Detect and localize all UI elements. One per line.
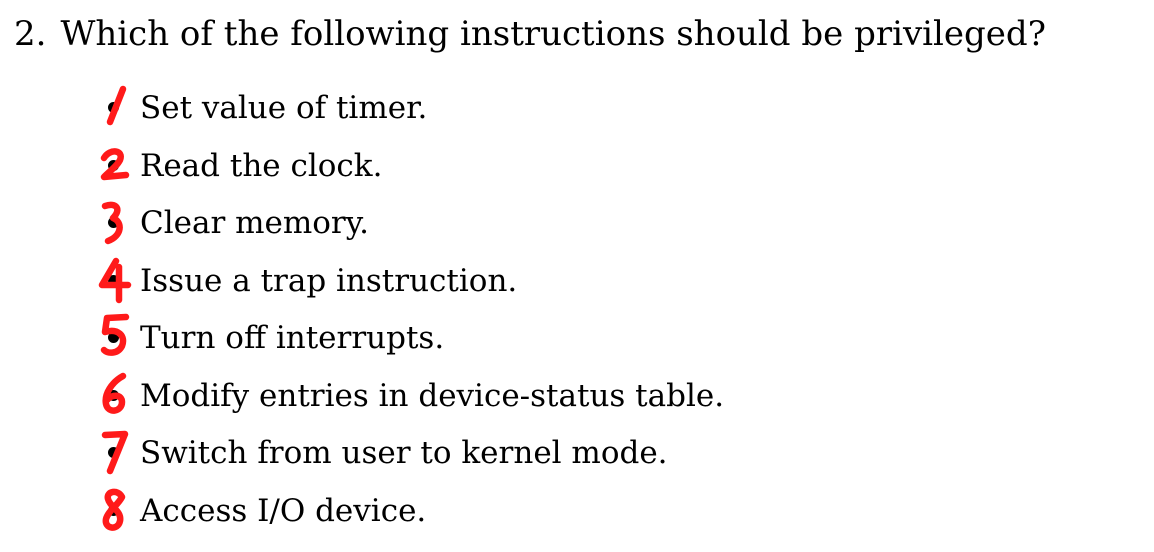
handwritten-8-icon (96, 485, 136, 537)
list-item (92, 310, 1132, 368)
item-text: Access I/O device. (140, 492, 427, 529)
list-item (92, 80, 1132, 138)
handwritten-6-icon (96, 370, 136, 422)
item-text: Turn off interrupts. (140, 320, 445, 356)
question (14, 10, 1046, 58)
handwritten-4-icon (96, 255, 136, 307)
list-item (92, 138, 1132, 196)
instruction-list (92, 80, 1132, 540)
list-item (92, 195, 1132, 253)
handwritten-2-icon (96, 140, 136, 192)
list-item (92, 253, 1132, 311)
item-text: Clear memory. (140, 205, 370, 241)
handwritten-1-icon (96, 82, 136, 134)
item-text: Read the clock. (140, 147, 383, 184)
list-item (92, 368, 1132, 426)
item-text: Switch from user to kernel mode. (140, 435, 668, 471)
item-text: Modify entries in device-status table. (140, 377, 725, 414)
question-text: Which of the following instructions should be privileged? (60, 14, 1046, 54)
handwritten-7-icon (96, 427, 136, 479)
list-item (92, 425, 1132, 483)
handwritten-5-icon (96, 312, 136, 364)
question-number: 2. (14, 14, 47, 54)
item-text: Set value of timer. (140, 90, 428, 126)
handwritten-3-icon (96, 197, 136, 249)
list-item (92, 483, 1132, 541)
item-text: Issue a trap instruction. (140, 262, 518, 299)
